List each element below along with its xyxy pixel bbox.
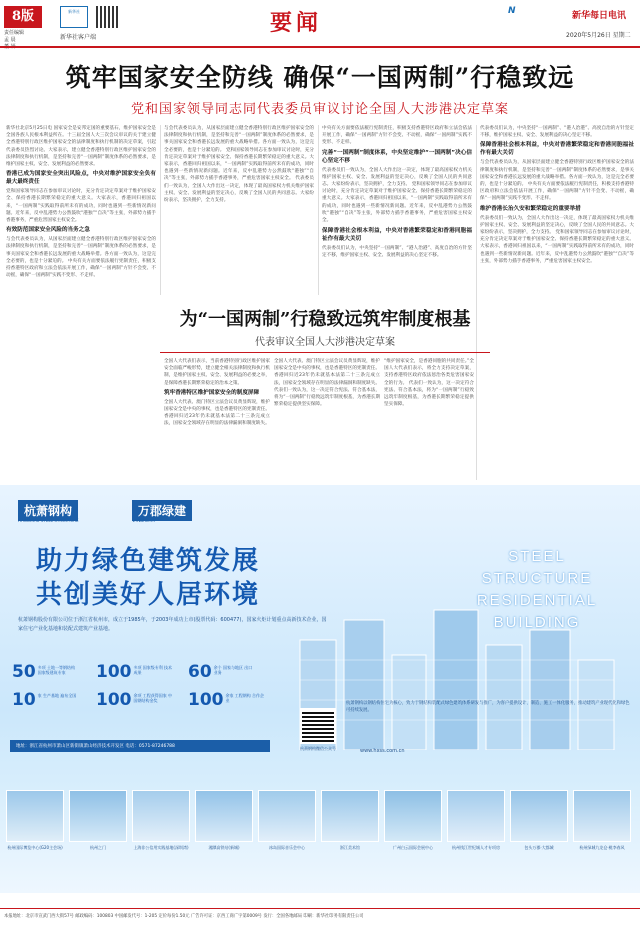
project-photo: [69, 790, 127, 842]
article1-column-3b: 保障香港社会根本利益，中央对香港繁荣稳定和香港同胞福祉作有最大关切 代表委员们认为，中央坚持“一国两制”、“港人治港”、高度自治的方针坚定不移，维护国家主权、安全、发展利益的决心坚定不移。: [322, 228, 472, 259]
news-logo-icon: N: [508, 6, 516, 16]
ad-stat: 50 多项 土地一等钢结构 国家级建筑专家: [12, 662, 75, 682]
article1-column-4: 代表委员们认为，中央坚持“一国两制”、“港人治港”、高度自治的方针坚定不移，维护国家主权、安全、发展利益的决心坚定不移。 保障香港社会根本利益，中央对香港繁荣稳定和香港同胞福祉作有最大关切 与会代表委员认为，从国家层面建立健全香港特别行政区维护国家安全的法律制度和执行机制，是坚持和完善“一国两制”制度体系的必然要求，是事关国家安全和香港长远发展的重大战略举措。各方面一致认为，这是完全必要的，也是十分紧迫的。 中央有关方面要依法履行宪制责任，积极支持香港特区政府和立法会依法开展工作，确保“一国两制”方针不会变、不动摇，确保“一国两制”实践不变形、不走样。 维护香港长治久安和繁荣稳定的重要举措 代表委员们一致认为，全国人大作出这一决定，体现了最高国家权力机关维护国家主权、安全、发展利益的坚定决心，反映了全国人民的共同意志。大家纷纷表示，坚决拥护，全力支持。 党和国家领导同志在参加审议讨论时，充分肯定决定草案对于维护国家安全、保持香港长期繁荣稳定的重大意义。大家表示，香港回归祖国以来，“一国两制”实践取得前所未有的成功，同时也遇到一些新情况新问题。近年来，反中乱港势力公然鼓吹“港独”“自决”等主张，外部势力插手香港事务，严重危害国家主权安全。: [480, 126, 634, 264]
article2-subheading: 筑牢香港特区维护国家安全的制度屏障: [164, 389, 260, 396]
project-label: 湘潭高铁站(新城): [208, 845, 240, 850]
project-label: 冰岛国际音乐会中心: [269, 845, 305, 850]
article1-subheading: 香港已成为国家安全突出风险点，中央对维护国家安全负有最大最终责任: [6, 171, 156, 186]
ad-qr-label: 杭萧钢构微信公众号: [300, 746, 336, 751]
section-title: 要闻: [270, 10, 323, 36]
ad-english-slogan: STEEL STRUCTURE RESIDENTIAL BUILDING: [476, 548, 598, 631]
page-footer: 本报地址：北京市宣武门西大街57号 邮政编码：100803 中国邮发代号：1-205 定价每份1.50元 广告许可证：京西工商广字第0009号 发行：全国各地邮局 印刷：新华社印务有限责任公司: [0, 908, 640, 923]
secondary-subhead: 代表审议全国人大涉港决定草案: [255, 337, 395, 348]
article2-column-1: 全国人大代表们表示，当前香港特别行政区维护国家安全面临严峻形势，建立健全相关法律制度和执行机制，是维护国家主权、安全、发展利益的必要之举，是保障香港长期繁荣稳定的治本之策。 筑牢香港特区维护国家安全的制度屏障 全国人大代表、澳门特区立法会议员黄显辉说，维护国家安全是中央的事权，也是香港特区的宪制责任。香港回归近23年仍未就基本法第二十三条完成立法，国家安全领域存在明显的法律漏洞和制度缺失。: [164, 359, 270, 427]
ad-qr-code-icon: [300, 708, 336, 744]
ad-stat: 100 余项 工程获得国家 中国钢结构金奖: [96, 690, 173, 710]
project-photo: [195, 790, 253, 842]
ad-stat: 60 余个 国家与地区 出口业务: [188, 662, 253, 682]
article2-column-3: “维护国家安全，是香港同胞的共同责任。”全国人大代表们表示，将全力支持决定草案，支持香港特区政府依法惩治各类危害国家安全的行为。 代表们一致认为，这一决定符合宪法、符合基本法，将为“一国两制”行稳致远筑牢制度根基，为香港长期繁荣稳定提供坚实保障。: [384, 359, 474, 408]
issue-date: 2020年5月26日 星期二: [566, 32, 631, 39]
article1-subheading: 有效防范国家安全风险的当务之急: [6, 227, 90, 234]
brand-logo-vandream-en: VANDREAM: [132, 518, 155, 523]
paper-name: 新华每日电讯: [572, 11, 627, 21]
project-photo: [447, 790, 505, 842]
project-label: 杭州钱江世纪城人才专项房: [452, 845, 500, 850]
project-label: 杭州绿城九龙仓·桃李春风: [579, 845, 625, 850]
article1-column-2: 与会代表委员认为，从国家层面建立健全香港特别行政区维护国家安全的法律制度和执行机制，是坚持和完善“一国两制”制度体系的必然要求，是事关国家安全和香港长远发展的重大战略举措。各方面一致认为，这是完全必要的，也是十分紧迫的。 党和国家领导同志在参加审议讨论时，充分肯定决定草案对于维护国家安全、保持香港长期繁荣稳定的重大意义。大家表示，香港回归祖国以来，“一国两制”实践取得前所未有的成功，同时也遇到一些新情况新问题。近年来，反中乱港势力公然鼓吹“港独”“自决”等主张，外部势力插手香港事务，严重危害国家主权安全。 代表委员们一致认为，全国人大作出这一决定，体现了最高国家权力机关维护国家主权、安全、发展利益的坚定决心，反映了全国人民的共同意志。大家纷纷表示，坚决拥护，全力支持。: [164, 126, 314, 204]
ad-website: www.hxss.com.cn: [360, 748, 405, 754]
project-label: 浙江美术馆: [340, 845, 360, 850]
project-label: 杭州之门: [90, 845, 106, 850]
article1-subheading: 保障香港社会根本利益，中央对香港繁荣稳定和香港同胞福祉作有最大关切: [322, 228, 472, 242]
brand-logo-hangxiao-en: HANGXIAO STEEL STRUCTURE: [18, 518, 79, 523]
brand-logo-hangxiao: 杭萧钢构: [18, 500, 78, 521]
article2-column-2: 全国人大代表、澳门特区立法会议员黄显辉说，维护国家安全是中央的事权，也是香港特区的宪制责任。香港回归近23年仍未就基本法第二十三条完成立法，国家安全领域存在明显的法律漏洞和制度缺失。 代表们一致认为，这一决定符合宪法、符合基本法，将为“一国两制”行稳致远筑牢制度根基，为香港长期繁荣稳定提供坚实保障。: [274, 359, 380, 408]
xinhua-app-logo-icon: 新华社: [60, 6, 88, 28]
masthead-qr-code-icon: [96, 6, 118, 28]
project-label: 上海非公信用实践基地(深圳湾): [133, 845, 189, 850]
project-label: 广州白云国际会展中心: [393, 845, 433, 850]
column-divider: [160, 125, 161, 295]
editor-credits: 责任编辑 孟 晨: [4, 30, 25, 43]
ad-right-text: 杭萧钢构以钢结构住宅为核心，致力于钢结构装配式绿色建筑体系研发与推广，为客户提供设计、制造、施工一体化服务，推动建筑产业现代化和绿色可持续发展。: [346, 701, 630, 713]
ad-slogan-line-1: 助力绿色建筑发展: [36, 546, 261, 576]
project-label: 包头万郡·大都城: [524, 845, 554, 850]
ad-slogan-line-2: 共创美好人居环境: [36, 580, 261, 610]
article1-subheading: 完善“一国两制”制度体系，中央坚定维护“一国两制”决心信心坚定不移: [322, 149, 472, 164]
project-photo: [6, 790, 64, 842]
main-subhead: 党和国家领导同志同代表委员审议讨论全国人大涉港决定草案: [130, 102, 509, 117]
ad-stat: 10 家 生产基地 遍布全国: [12, 690, 77, 710]
brand-logo-vandream: 万郡绿建: [132, 500, 192, 521]
ad-stat: 100 多项 国家级专利 技术成果: [96, 662, 173, 682]
project-photo: [510, 790, 568, 842]
article1-column-1: 新华社北京5月25日电 国家安全是安邦定国的重要基石，维护国家安全是全国各族人民根本利益所在。十三届全国人大三次会议审议的关于建立健全香港特别行政区维护国家安全的法律制度和执行机制的决定草案，引起代表委员热烈讨论。大家表示，建立健全香港特别行政区维护国家安全的法律制度和执行机制，是坚持和完善“一国两制”制度体系的必然要求，是维护国家主权、安全、发展利益的必然要求。 香港已成为国家安全突出风险点，中央对维护国家安全负有最大最终责任 党和国家领导同志在参加审议讨论时，充分肯定决定草案对于维护国家安全、保持香港长期繁荣稳定的重大意义。大家表示，香港回归祖国以来，“一国两制”实践取得前所未有的成功，同时也遇到一些新情况新问题。近年来，反中乱港势力公然鼓吹“港独”“自决”等主张，外部势力插手香港事务，严重危害国家主权安全。 有效防范国家安全风险的当务之急 与会代表委员认为，从国家层面建立健全香港特别行政区维护国家安全的法律制度和执行机制，是坚持和完善“一国两制”制度体系的必然要求，是事关国家安全和香港长远发展的重大战略举措。各方面一致认为，这是完全必要的，也是十分紧迫的。 中央有关方面要依法履行宪制责任，积极支持香港特区政府和立法会依法开展工作，确保“一国两制”方针不会变、不动摇，确保“一国两制”实践不变形、不走样。: [6, 126, 156, 279]
article1-subheading: 维护香港长治久安和繁荣稳定的重要举措: [480, 205, 581, 212]
app-client-label: 新华社客户端: [60, 34, 97, 41]
ad-company-description: 杭萧钢构股份有限公司位于浙江省杭州市，成立于1985年，于2003年成功上市(股票代码：600477)，国家火炬计划重点高新技术企业，国家住宅产业化基地和装配式建筑产业基地。: [18, 617, 327, 632]
project-photo: [258, 790, 316, 842]
ad-stat: 100 余家 工程钢构 合作企业: [188, 690, 265, 710]
column-divider: [318, 125, 319, 295]
main-headline: 筑牢国家安全防线 确保“一国两制”行稳致远: [65, 63, 575, 92]
project-photo: [321, 790, 379, 842]
project-photo: [384, 790, 442, 842]
project-label: 杭州国际博览中心(G20主会场): [7, 845, 63, 850]
article1-column-3: 中央有关方面要依法履行宪制责任，积极支持香港特区政府和立法会依法开展工作，确保“一国两制”方针不会变、不动摇，确保“一国两制”实践不变形、不走样。 完善“一国两制”制度体系，中央坚定维护“一国两制”决心信心坚定不移 代表委员们一致认为，全国人大作出这一决定，体现了最高国家权力机关维护国家主权、安全、发展利益的坚定决心，反映了全国人民的共同意志。大家纷纷表示，坚决拥护，全力支持。 党和国家领导同志在参加审议讨论时，充分肯定决定草案对于维护国家安全、保持香港长期繁荣稳定的重大意义。大家表示，香港回归祖国以来，“一国两制”实践取得前所未有的成功，同时也遇到一些新情况新问题。近年来，反中乱港势力公然鼓吹“港独”“自决”等主张，外部势力插手香港事务，严重危害国家主权安全。: [322, 126, 472, 224]
column-divider: [476, 125, 477, 480]
ad-contact-info: 地址：浙江省杭州市萧山区新街镇萧山经济技术开发区 电话：0571-87246788: [10, 740, 270, 752]
secondary-headline: 为“一国两制”行稳致远筑牢制度根基: [179, 309, 471, 330]
project-photo: [573, 790, 631, 842]
article1-subheading: 保障香港社会根本利益，中央对香港繁荣稳定和香港同胞福祉作有最大关切: [480, 142, 634, 157]
secondary-divider: [160, 352, 490, 353]
masthead-divider: [0, 46, 640, 48]
page-number-badge: 8版: [4, 6, 42, 28]
project-photo: [132, 790, 190, 842]
